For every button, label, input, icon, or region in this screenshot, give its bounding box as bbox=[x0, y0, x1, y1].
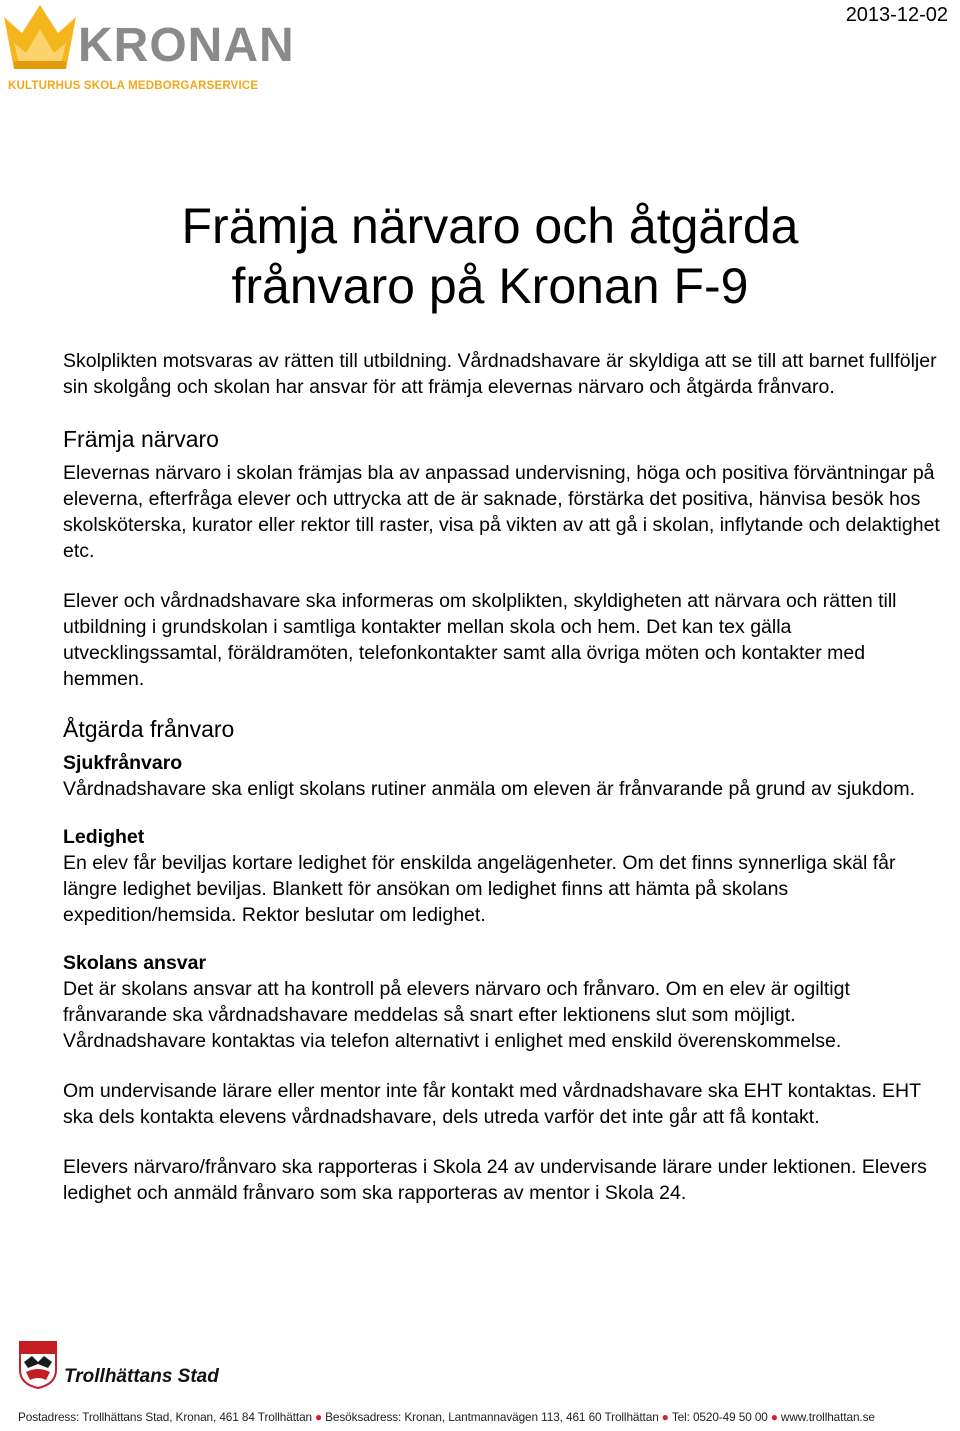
separator-dot-icon: ● bbox=[770, 1410, 778, 1424]
trollhattan-logo bbox=[18, 1340, 278, 1392]
separator-dot-icon: ● bbox=[315, 1410, 323, 1424]
subheading-sick-absence: Sjukfrånvaro bbox=[63, 752, 183, 774]
crown-icon bbox=[0, 3, 80, 73]
kronan-logo bbox=[0, 0, 295, 100]
title-line-2: frånvaro på Kronan F-9 bbox=[231, 258, 749, 314]
footer-contact-line bbox=[18, 1410, 958, 1424]
document-date: 2013-12-02 bbox=[845, 4, 948, 26]
promote-paragraph-2: Elever och vårdnadshavare ska informeras om skolplikten, skyldigheten att närvara och rätten till utbildning i grundskolan i samtliga kontakter mellan skola och hem. Det kan tex gälla utvecklingssamtal, föräldramöten, telefonkontakter samt alla övriga möten och kontakter med hemmen. bbox=[63, 590, 897, 690]
section-heading-promote-attendance: Främja närvaro bbox=[63, 426, 219, 452]
coat-of-arms-icon bbox=[18, 1340, 58, 1390]
title-line-1: Främja närvaro och åtgärda bbox=[181, 198, 799, 254]
page-title bbox=[0, 196, 960, 316]
promote-paragraph-1: Elevernas närvaro i skolan främjas bla av anpassad undervisning, höga och positiva förväntningar på eleverna, efterfråga elever och uttrycka att de är saknade, förstärka det positiva, hänvisa besök hos skolsköterska, kurator eller rektor till raster, visa på vikten av att gå i skolan, inflytande och delaktighet etc. bbox=[63, 462, 940, 562]
document-body bbox=[63, 348, 943, 1206]
footer-visiting-address: Besöksadress: Kronan, Lantmannavägen 113, 461 60 Trollhättan bbox=[325, 1410, 659, 1424]
intro-paragraph: Skolplikten motsvaras av rätten till utbildning. Vårdnadshavare är skyldiga att se till att barnet fullföljer sin skolgång och skolan har ansvar för att främja elevernas närvaro och åtgärda frånvaro. bbox=[63, 350, 937, 398]
footer-logo-text: Trollhättans Stad bbox=[64, 1366, 219, 1387]
footer-website-link[interactable]: www.trollhattan.se bbox=[780, 1410, 875, 1424]
footer-postal-address: Postadress: Trollhättans Stad, Kronan, 461 84 Trollhättan bbox=[18, 1410, 312, 1424]
subheading-school-responsibility: Skolans ansvar bbox=[63, 952, 207, 974]
subheading-leave: Ledighet bbox=[63, 826, 145, 848]
separator-dot-icon: ● bbox=[661, 1410, 669, 1424]
school-responsibility-paragraph: Det är skolans ansvar att ha kontroll på elevers närvaro och frånvaro. Om en elev är ogiltigt frånvarande ska vårdnadshavare meddelas så snart efter lektionens slut som möjligt. Vårdnadshavare kontaktas via telefon alternativt i enlighet med enskild överenskommelse. bbox=[63, 978, 850, 1052]
footer-phone: Tel: 0520-49 50 00 bbox=[671, 1410, 768, 1424]
section-heading-address-absence: Åtgärda frånvaro bbox=[63, 716, 235, 742]
sick-absence-paragraph: Vårdnadshavare ska enligt skolans rutiner anmäla om eleven är frånvarande på grund av sjukdom. bbox=[63, 778, 915, 800]
eht-paragraph: Om undervisande lärare eller mentor inte får kontakt med vårdnadshavare ska EHT kontaktas. EHT ska dels kontakta elevens vårdnadshavare, dels utreda varför det inte går att få kontakt. bbox=[63, 1080, 921, 1128]
reporting-paragraph: Elevers närvaro/frånvaro ska rapporteras i Skola 24 av undervisande lärare under lektionen. Elevers ledighet och anmäld frånvaro som ska rapporteras av mentor i Skola 24. bbox=[63, 1156, 927, 1204]
logo-wordmark: KRONAN bbox=[78, 19, 295, 72]
logo-tagline: KULTURHUS SKOLA MEDBORGARSERVICE bbox=[8, 80, 259, 92]
leave-paragraph: En elev får beviljas kortare ledighet för enskilda angelägenheter. Om det finns synnerliga skäl får längre ledighet beviljas. Blankett för ansökan om ledighet finns att hämta på skolans expedition/hemsida. Rektor beslutar om ledighet. bbox=[63, 852, 896, 926]
